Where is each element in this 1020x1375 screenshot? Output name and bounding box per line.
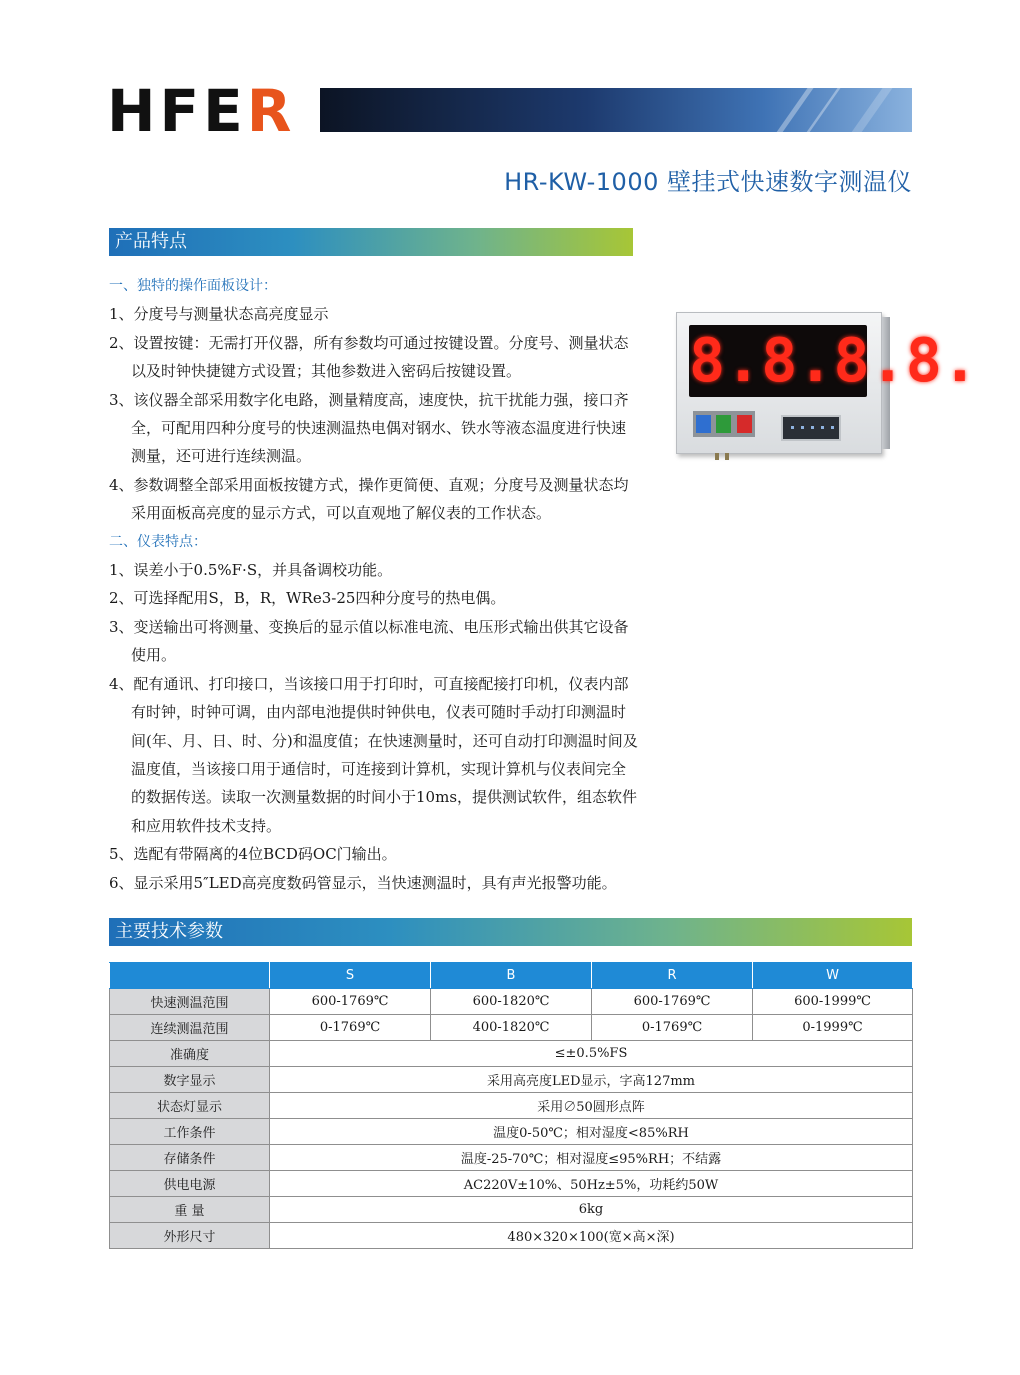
table-cell-merged: ≤±0.5%FS	[270, 1041, 913, 1067]
row-label: 快速测温范围	[110, 989, 270, 1015]
keypad-indicator	[831, 426, 834, 429]
table-cell-merged: 温度-25-70℃；相对湿度≤95%RH；不结露	[270, 1145, 913, 1171]
table-row	[110, 1197, 913, 1223]
table-cell: 600-1769℃	[592, 989, 753, 1015]
table-cell: 600-1999℃	[753, 989, 913, 1015]
specs-table-header	[110, 963, 913, 989]
row-label: 准确度	[110, 1041, 270, 1067]
table-header-row	[110, 963, 913, 989]
status-lamp	[716, 415, 731, 433]
table-cell: 0-1769℃	[592, 1015, 753, 1041]
table-row	[110, 1145, 913, 1171]
logo-last-letter: R	[246, 77, 296, 145]
table-cell: 0-1999℃	[753, 1015, 913, 1041]
feature-item: 6、显示采用5″LED高亮度数码管显示，当快速测温时，具有声光报警功能。	[109, 873, 617, 892]
feature-item: 5、选配有带隔离的4位BCD码OC门输出。	[109, 845, 397, 864]
feature-item: 1、分度号与测量状态高亮度显示	[109, 305, 329, 324]
table-row	[110, 1093, 913, 1119]
device-connector	[715, 453, 719, 460]
column-header: R	[592, 963, 753, 989]
feature-item: 4、参数调整全部采用面板按键方式，操作更简便、直观；分度号及测量状态均采用面板高亮度的显示方式，可以直观地了解仪表的工作状态。	[109, 475, 629, 523]
feature-item: 2、设置按键：无需打开仪器，所有参数均可通过按键设置。分度号、测量状态以及时钟快捷键方式设置；其他参数进入密码后按键设置。	[109, 333, 629, 381]
specs-table	[109, 962, 913, 1249]
brand-logo	[107, 77, 296, 145]
table-row	[110, 1171, 913, 1197]
document-title: HR-KW-1000 壁挂式快速数字测温仪	[504, 168, 912, 196]
row-label: 外形尺寸	[110, 1223, 270, 1249]
feature-group-heading: 二、仪表特点：	[109, 533, 207, 550]
column-header: S	[270, 963, 431, 989]
led-digit: 8.	[833, 326, 906, 396]
row-label: 连续测温范围	[110, 1015, 270, 1041]
table-row	[110, 1223, 913, 1249]
feature-item: 2、可选择配用S，B，R，WRe3-25四种分度号的热电偶。	[109, 589, 506, 608]
device-illustration	[676, 312, 978, 454]
features-section-bar: 产品特点	[109, 228, 633, 256]
control-keypad	[781, 415, 841, 441]
led-digit: 8.	[905, 326, 978, 396]
feature-item: 1、误差小于0.5%F·S，并具备调校功能。	[109, 561, 393, 580]
table-cell-merged: 6kg	[270, 1197, 913, 1223]
table-row	[110, 1119, 913, 1145]
row-label: 数字显示	[110, 1067, 270, 1093]
banner-streak	[840, 88, 899, 132]
table-row	[110, 1067, 913, 1093]
column-header: W	[753, 963, 913, 989]
keypad-indicator	[801, 426, 804, 429]
table-cell: 400-1820℃	[431, 1015, 592, 1041]
keypad-indicator	[811, 426, 814, 429]
column-header	[110, 963, 270, 989]
table-cell: 600-1769℃	[270, 989, 431, 1015]
table-cell-merged: 采用高亮度LED显示，字高127mm	[270, 1067, 913, 1093]
table-row	[110, 989, 913, 1015]
row-label: 状态灯显示	[110, 1093, 270, 1119]
feature-item: 3、该仪器全部采用数字化电路，测量精度高，速度快，抗干扰能力强，接口齐全，可配用四种分度号的快速测温热电偶对钢水、铁水等液态温度进行快速测量，还可进行连续测温。	[109, 390, 629, 466]
table-cell: 0-1769℃	[270, 1015, 431, 1041]
row-label: 工作条件	[110, 1119, 270, 1145]
table-cell: 600-1820℃	[431, 989, 592, 1015]
table-cell-merged: 480×320×100(宽×高×深)	[270, 1223, 913, 1249]
status-lamp	[696, 415, 711, 433]
column-header: B	[431, 963, 592, 989]
row-label: 供电电源	[110, 1171, 270, 1197]
status-lamps	[693, 411, 755, 437]
header-banner	[320, 88, 912, 132]
logo-main: HFE	[107, 77, 247, 145]
feature-group-heading: 一、独特的操作面板设计：	[109, 278, 277, 294]
table-row	[110, 1041, 913, 1067]
params-section-bar: 主要技术参数	[109, 918, 912, 946]
led-display	[689, 325, 978, 397]
led-digit: 8.	[761, 326, 834, 396]
feature-item: 4、配有通讯、打印接口，当该接口用于打印时，可直接配接打印机，仪表内部有时钟，时钟可调，由内部电池提供时钟供电，仪表可随时手动打印测温时间(年、月、日、时、分)和温度值；在快速测量时，还可自动打印测温时间及温度值，当该接口用于通信时，可连接到计算机，实现计算机与仪表间完全的数据传送。读取一次测量数据的时间小于10ms，提供测试软件，组态软件和应用软件技术支持。	[109, 674, 638, 835]
led-digit: 8.	[689, 326, 762, 396]
specs-table-body	[110, 989, 913, 1249]
keypad-indicator	[791, 426, 794, 429]
status-lamp	[737, 415, 752, 433]
table-cell-merged: 温度0-50℃；相对湿度<85%RH	[270, 1119, 913, 1145]
row-label: 重 量	[110, 1197, 270, 1223]
table-row	[110, 1015, 913, 1041]
feature-item: 3、变送输出可将测量、变换后的显示值以标准电流、电压形式输出供其它设备使用。	[109, 617, 629, 665]
keypad-indicator	[821, 426, 824, 429]
features-body	[109, 272, 639, 897]
table-cell-merged: AC220V±10%、50Hz±5%，功耗约50W	[270, 1171, 913, 1197]
row-label: 存储条件	[110, 1145, 270, 1171]
device-connector	[725, 453, 729, 460]
table-cell-merged: 采用∅50圆形点阵	[270, 1093, 913, 1119]
